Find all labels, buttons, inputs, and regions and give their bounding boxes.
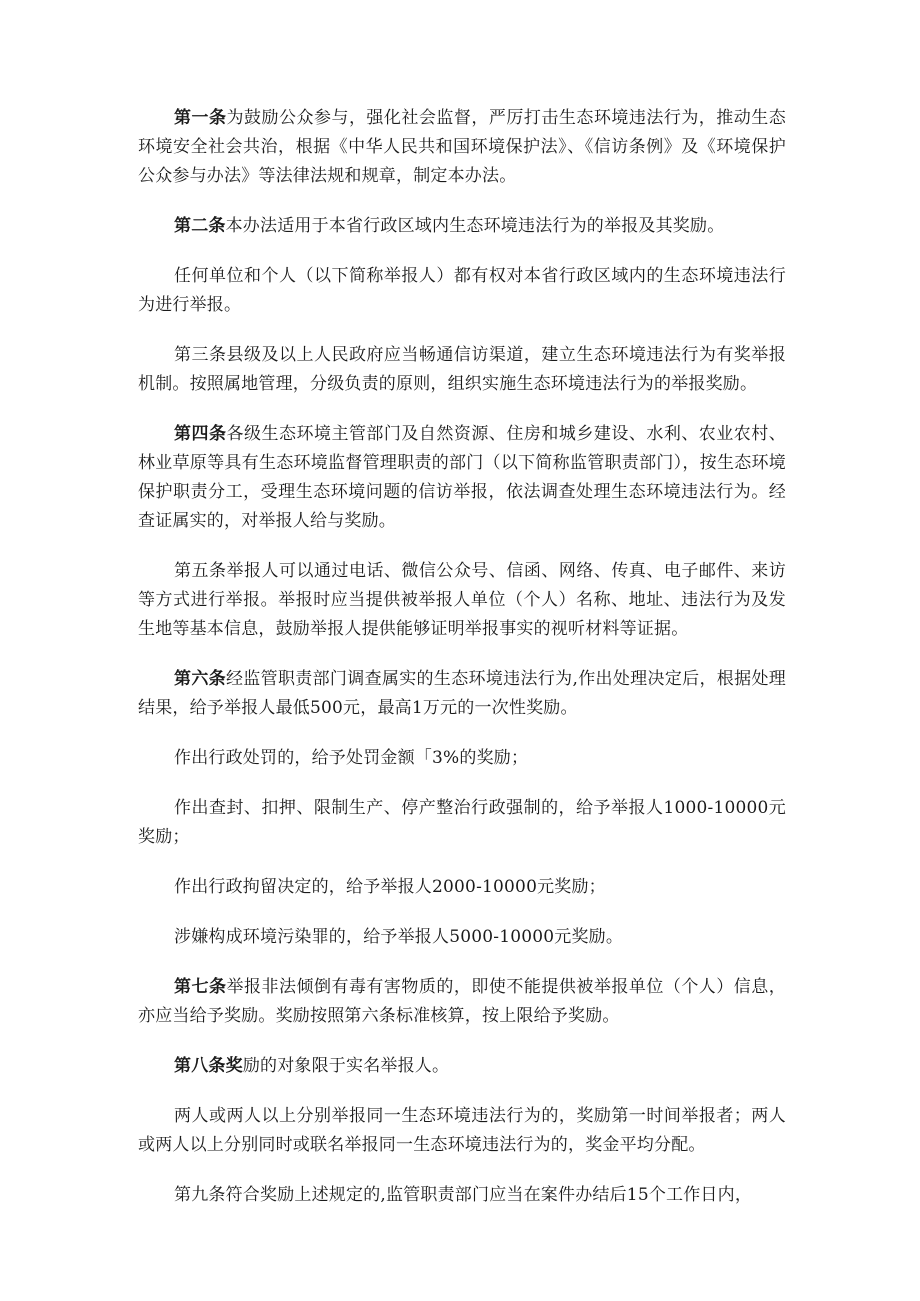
paragraph-article-9 (138, 1181, 786, 1210)
paragraph-text: 第三条县级及以上人民政府应当畅通信访渠道，建立生态环境违法行为有奖举报机制。按照属地管理，分级负责的原则，组织实施生态环境违法行为的举报奖励。 (138, 345, 786, 394)
paragraph-article-5 (138, 557, 786, 644)
paragraph-text: 作出查封、扣押、限制生产、停产整治行政强制的，给予举报人1000-10000元奖励； (138, 798, 786, 847)
document-body (138, 104, 786, 1231)
paragraph (138, 923, 786, 952)
article-heading: 第七条 (174, 977, 227, 997)
paragraph-text: 本办法适用于本省行政区域内生态环境违法行为的举报及其奖励。 (225, 216, 725, 236)
paragraph-text: 各级生态环境主管部门及自然资源、住房和城乡建设、水利、农业农村、林业草原等具有生态环境监督管理职责的部门（以下简称监管职责部门），按生态环境保护职责分工，受理生态环境问题的信访举报，依法调查处理生态环境违法行为。经查证属实的，对举报人给与奖励。 (138, 424, 786, 531)
paragraph-text: 第九条符合奖励上述规定的,监管职责部门应当在案件办结后15个工作日内， (174, 1185, 753, 1205)
paragraph (138, 873, 786, 902)
paragraph-article-8 (138, 1052, 786, 1081)
paragraph-text: 两人或两人以上分别举报同一生态环境违法行为的，奖励第一时间举报者；两人或两人以上分别同时或联名举报同一生态环境违法行为的，奖金平均分配。 (138, 1106, 786, 1155)
paragraph-text: 举报非法倾倒有毒有害物质的，即使不能提供被举报单位（个人）信息，亦应当给予奖励。奖励按照第六条标准核算，按上限给予奖励。 (138, 977, 786, 1026)
paragraph (138, 1102, 786, 1160)
paragraph-article-1 (138, 104, 786, 191)
paragraph-text: 任何单位和个人（以下简称举报人）都有权对本省行政区域内的生态环境违法行为进行举报。 (138, 266, 786, 315)
paragraph-text: 经监管职责部门调查属实的生态环境违法行为,作出处理决定后，根据处理结果，给予举报人最低500元，最高1万元的一次性奖励。 (138, 669, 786, 718)
paragraph-text: 第五条举报人可以通过电话、微信公众号、信函、网络、传真、电子邮件、来访等方式进行举报。举报时应当提供被举报人单位（个人）名称、地址、违法行为及发生地等基本信息，鼓励举报人提供能够证明举报事实的视听材料等证据。 (138, 561, 786, 639)
article-heading: 第八条奖 (174, 1056, 243, 1076)
paragraph-article-4 (138, 420, 786, 536)
article-heading: 第二条 (174, 216, 226, 236)
paragraph (138, 794, 786, 852)
paragraph-text: 作出行政处罚的，给予处罚金额「3%的奖励； (174, 748, 529, 768)
paragraph-article-2 (138, 212, 786, 241)
paragraph-article-7 (138, 973, 786, 1031)
article-heading: 第一条 (174, 108, 227, 128)
paragraph-article-6 (138, 665, 786, 723)
paragraph-text: 涉嫌构成环境污染罪的，给予举报人5000-10000元奖励。 (174, 927, 624, 947)
paragraph-article-3 (138, 341, 786, 399)
paragraph-text: 作出行政拘留决定的，给予举报人2000-10000元奖励； (174, 877, 606, 897)
paragraph-text: 为鼓励公众参与，强化社会监督，严厉打击生态环境违法行为，推动生态环境安全社会共治，根据《中华人民共和国环境保护法》、《信访条例》及《环境保护公众参与办法》等法律法规和规章，制定本办法。 (138, 108, 786, 186)
paragraph-text: 励的对象限于实名举报人。 (242, 1056, 450, 1076)
article-heading: 第六条 (174, 669, 226, 689)
paragraph (138, 262, 786, 320)
article-heading: 第四条 (174, 424, 227, 444)
paragraph (138, 744, 786, 773)
